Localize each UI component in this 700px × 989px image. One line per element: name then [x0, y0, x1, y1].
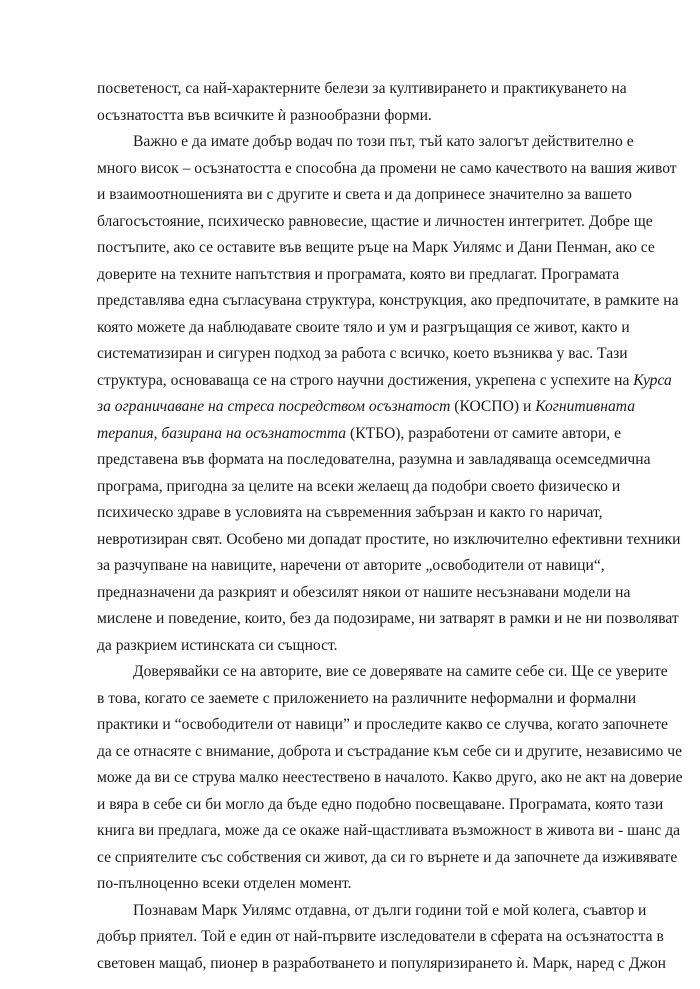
paragraph-start-line: Познавам Марк Уилямс отдавна, от дълги години той е мой колега, съавтор и — [133, 901, 647, 919]
text-line — [97, 368, 672, 395]
text-line: може да ви се струва малко неестествено в началото. Какво друго, ако не акт на доверие — [97, 769, 683, 786]
text-run: структура, основаваща се на строго научни достижения, укрепена с успехите на — [97, 371, 634, 389]
text-line: която можете да наблюдавате своите тяло и ум и разгръщащия се живот, както и — [97, 318, 630, 336]
text-line: представена във формата на последователна, разумна и завладяваща осемседмична — [97, 451, 651, 468]
italic-term: Когнитивната — [535, 398, 635, 415]
text-line: благосъстояние, психическо равновесие, щастие и личностен интегритет. Добре ще — [97, 212, 653, 230]
text-line: представлява една съгласувана структура, конструкция, ако предпочитате, в рамките на — [97, 292, 679, 309]
text-line: мислене и поведение, които, без да подозираме, ни затварят в рамки и не ни позволяват — [97, 610, 679, 627]
text-line: да разкрием истинската си същност. — [97, 636, 338, 654]
paragraph-start-line: Доверявайки се на авторите, вие се доверявате на самите себе си. Ще се уверите — [133, 663, 668, 680]
text-line: книга ви предлага, може да се окаже най-щастливата възможност в живота ви - шанс да — [97, 822, 681, 839]
text-line: програма, пригодна за целите на всеки желаещ да подобри своето физическо и — [97, 477, 621, 495]
paragraph-start-line: Важно е да имате добър водач по този път, тъй като залогът действително е — [133, 133, 634, 150]
text-line — [97, 394, 635, 421]
italic-term: Курса — [633, 371, 672, 389]
text-line: доверите на техните напътствия и програмата, която ви предлагат. Програмата — [97, 265, 620, 283]
text-line: осъзнатостта във всичките ѝ разнообразни форми. — [97, 106, 432, 124]
text-line: невротизиран свят. Особено ми допадат простите, но изключително ефективни техники — [97, 530, 681, 548]
text-line: за разчупване на навиците, наречени от авторите „освободители от навици“, — [97, 557, 605, 574]
text-run: (КОСПО) и — [450, 398, 536, 415]
text-line — [97, 421, 622, 448]
text-line: предназначени да разкрият и обезсилят някои от нашите несъзнавани модели на — [97, 583, 631, 601]
text-line: световен мащаб, пионер в разработването и популяризирането ѝ. Марк, наред с Джон — [97, 954, 667, 972]
text-line: постъпите, ако се оставите във вещите ръце на Марк Уилямс и Дани Пенман, ако се — [97, 239, 655, 256]
text-line: добър приятел. Той е един от най-първите изследователи в сферата на осъзнатостта в — [97, 928, 664, 945]
text-run: (КТБО), разработени от самите автори, е — [346, 424, 622, 442]
text-line: психическо здраве в условията на съвременния забързан и както го наричат, — [97, 504, 603, 521]
body-text — [97, 76, 683, 977]
text-line: по-пълноценно всеки отделен момент. — [97, 875, 352, 892]
text-line: и вяра в себе си би могло да бъде едно подобно посвещаване. Програмата, която тази — [97, 795, 664, 813]
text-line: да се отнасяте с внимание, доброта и състрадание към себе си и другите, независимо че — [97, 742, 682, 760]
text-line: много висок – осъзнатостта е способна да промени не само качеството на вашия живот — [97, 159, 677, 177]
text-line: в това, когато се заемете с приложението на различните неформални и формални — [97, 689, 637, 707]
text-line: систематизиран и сигурен подход за работа с всичко, което възниква у вас. Тази — [97, 345, 628, 362]
text-line: посветеност, са най-характерните белези за култивирането и практикуването на — [97, 80, 627, 97]
text-line: и взаимоотношенията ви с другите и света и да допринесе значително за вашето — [97, 186, 632, 203]
text-line: се сприятелите със собствения си живот, да си го върнете и да започнете да изживявате — [97, 848, 678, 866]
text-line: практики и “освободители от навици” и проследите какво се случва, когато започнете — [97, 716, 668, 733]
italic-term: терапия, базирана на осъзнатостта — [97, 424, 347, 442]
italic-term: за ограничаване на стреса посредством осъзнатост — [97, 398, 451, 415]
